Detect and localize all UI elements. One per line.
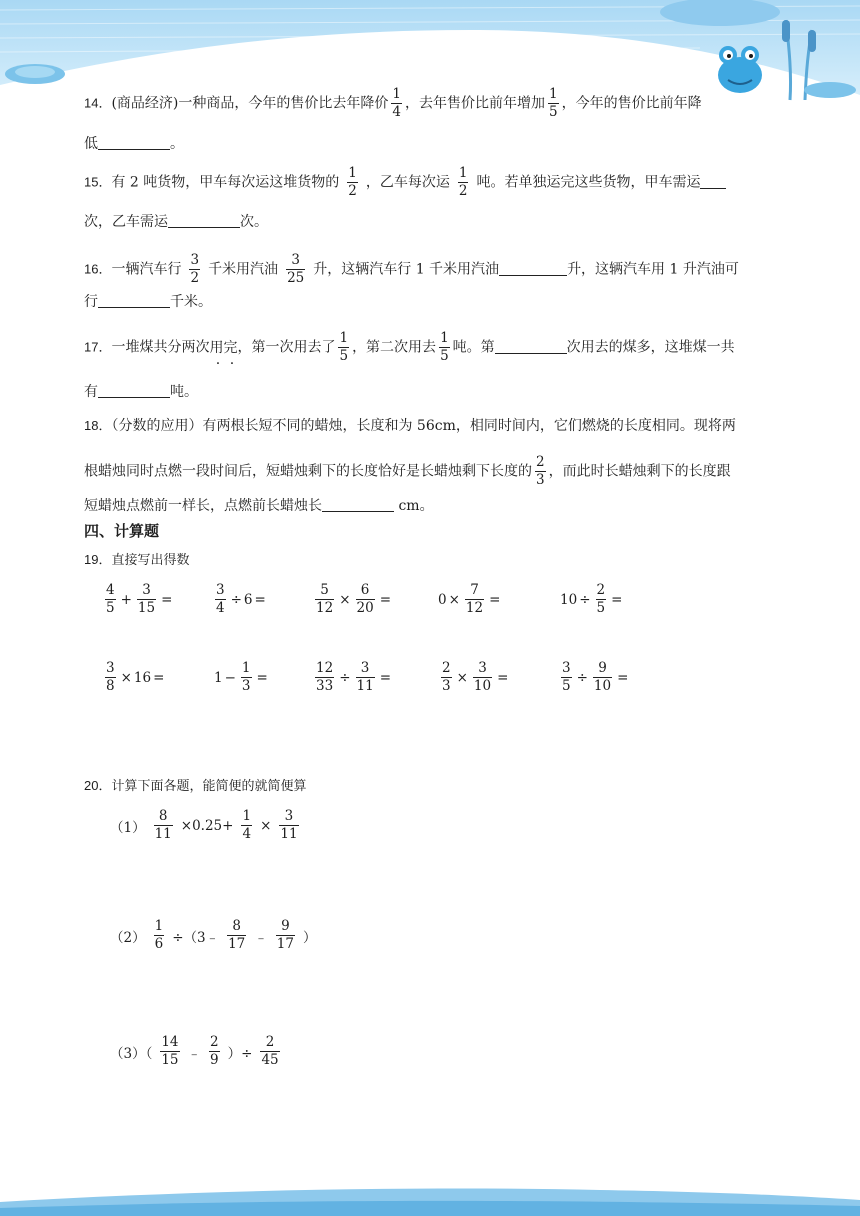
fraction: $\frac{1}{5}$ xyxy=(549,86,558,120)
fraction: $\frac{1}{4}$ xyxy=(242,808,252,842)
fraction: $\frac{1}{2}$ xyxy=(458,165,468,199)
emphasis-char: 完 xyxy=(223,339,238,356)
fraction: $\frac{1}{6}$ xyxy=(154,918,164,952)
fraction: $\frac{9}{10}$ xyxy=(593,660,612,694)
answer-blank[interactable] xyxy=(700,174,726,189)
fraction: $\frac{3}{11}$ xyxy=(356,660,374,694)
question-16-line-2: 行 千米。 xyxy=(84,294,212,310)
question-19-title: 19．直接写出得数 xyxy=(84,552,190,567)
question-number: 14． xyxy=(84,95,112,111)
fraction: $\frac{2}{3}$ xyxy=(442,660,451,694)
fraction: $\frac{8}{11}$ xyxy=(154,808,172,842)
fraction: $\frac{1}{2}$ xyxy=(348,165,357,199)
fraction: $\frac{2}{9}$ xyxy=(210,1034,219,1068)
question-15-line-2: 次，乙车需运 次。 xyxy=(84,214,268,230)
fraction: $\frac{1}{5}$ xyxy=(440,330,449,364)
fraction: $\frac{3}{4}$ xyxy=(216,582,225,616)
section-heading: 四、计算题 xyxy=(84,522,160,540)
answer-blank[interactable] xyxy=(168,213,240,228)
question-16-line-1: 16．一辆汽车行 $\frac{3}{2}$ 千米用汽油 $\frac{3}{25}$ 升，这辆汽车行 1 千米用汽油 升，这辆汽车用 1 升汽油可 xyxy=(84,252,739,286)
fraction: $\frac{9}{17}$ xyxy=(276,918,294,952)
answer-blank[interactable] xyxy=(98,293,170,308)
footer-decoration xyxy=(0,1176,860,1216)
question-number: 18． xyxy=(84,418,112,433)
calc-item: $\frac{4}{5}$ + $\frac{3}{15}$ = xyxy=(106,582,173,616)
question-number: 16． xyxy=(84,261,112,277)
question-20-title: 20．计算下面各题，能简便的就简便算 xyxy=(84,778,307,793)
fraction: $\frac{3}{5}$ xyxy=(562,660,571,694)
question-17-line-1: 17．一堆煤共分两次用完，第一次用去了 $\frac{1}{5}$ ，第二次用去 $\frac{1}{5}$ 吨。第 次用去的煤多，这堆煤一共 xyxy=(84,330,735,364)
fraction: $\frac{3}{15}$ xyxy=(137,582,156,616)
question-14-line-2: 低 。 xyxy=(84,136,184,152)
fraction: $\frac{1}{4}$ xyxy=(392,86,401,120)
answer-blank[interactable] xyxy=(499,261,567,276)
answer-blank[interactable] xyxy=(98,383,170,398)
fraction: $\frac{3}{11}$ xyxy=(280,808,298,842)
question-17-line-2: 有 吨。 xyxy=(84,384,198,400)
fraction: $\frac{5}{12}$ xyxy=(316,582,334,616)
answer-blank[interactable] xyxy=(98,135,170,150)
fraction: $\frac{3}{10}$ xyxy=(473,660,492,694)
question-18-line-1: 18．（分数的应用）有两根长短不同的蜡烛，长度和为 56cm，相同时间内，它们燃烧的长度相同。现将两 xyxy=(84,418,736,434)
fraction: $\frac{2}{45}$ xyxy=(261,1034,279,1068)
question-18-line-2: 根蜡烛同时点燃一段时间后，短蜡烛剩下的长度恰好是长蜡烛剩下长度的 $\frac{2}{3}$ ，而此时长蜡烛剩下的长度跟 xyxy=(84,454,731,488)
fraction: $\frac{3}{8}$ xyxy=(106,660,115,694)
question-15-line-1: 15．有 2 吨货物，甲车每次运这堆货物的 $\frac{1}{2}$ ，乙车每次运 $\frac{1}{2}$ 吨。若单独运完这些货物，甲车需运 xyxy=(84,165,726,200)
fraction: $\frac{2}{3}$ xyxy=(536,454,545,488)
calc-item: $\frac{3}{5}$ ÷ $\frac{9}{10}$ = xyxy=(562,660,629,694)
question-number: 15． xyxy=(84,174,112,190)
fraction: $\frac{4}{5}$ xyxy=(106,582,115,616)
calc-item: $\frac{3}{8}$ × 16 = xyxy=(106,660,165,694)
calc-item: $\frac{3}{4}$ ÷ 6 = xyxy=(216,582,266,616)
fraction: $\frac{8}{17}$ xyxy=(228,918,246,952)
fraction: $\frac{6}{20}$ xyxy=(356,582,374,616)
emphasis-char: 用 xyxy=(209,339,224,356)
fraction: $\frac{14}{15}$ xyxy=(161,1034,179,1068)
calc-item: $\frac{12}{33}$ ÷ $\frac{3}{11}$ = xyxy=(316,660,391,694)
calc-item: 0 × $\frac{7}{12}$ = xyxy=(438,582,501,616)
fraction: $\frac{1}{3}$ xyxy=(241,660,251,694)
calc-item: $\frac{5}{12}$ × $\frac{6}{20}$ = xyxy=(316,582,391,616)
fraction: $\frac{2}{5}$ xyxy=(596,582,606,616)
question-18-line-3: 短蜡烛点燃前一样长，点燃前长蜡烛长 cm。 xyxy=(84,498,434,514)
calc-item: 10 ÷ $\frac{2}{5}$ = xyxy=(560,582,623,616)
sub-problem-1: （1） $\frac{8}{11}$ ×0.25+ $\frac{1}{4}$ × $\frac{3}{11}$ xyxy=(110,808,298,842)
question-14-line-1: 14．(商品经济)一种商品，今年的售价比去年降价 $\frac{1}{4}$ ，去年售价比前年增加 $\frac{1}{5}$ ，今年的售价比前年降 xyxy=(84,86,702,120)
fraction: $\frac{3}{25}$ xyxy=(287,252,305,286)
fraction: $\frac{12}{33}$ xyxy=(316,660,334,694)
answer-blank[interactable] xyxy=(322,497,394,512)
question-number: 17． xyxy=(84,339,112,355)
fraction: $\frac{7}{12}$ xyxy=(465,582,484,616)
sub-problem-3: （3）（ $\frac{14}{15}$ ﹣ $\frac{2}{9}$ ）÷ $\frac{2}{45}$ xyxy=(110,1034,279,1068)
sub-problem-2: （2） $\frac{1}{6}$ ÷（3﹣ $\frac{8}{17}$ ﹣ $\frac{9}{17}$ ） xyxy=(110,918,317,952)
calc-item: $\frac{2}{3}$ × $\frac{3}{10}$ = xyxy=(442,660,509,694)
fraction: $\frac{1}{5}$ xyxy=(339,330,349,364)
fraction: $\frac{3}{2}$ xyxy=(190,252,200,286)
answer-blank[interactable] xyxy=(495,339,567,354)
calc-item: 1 − $\frac{1}{3}$ = xyxy=(214,660,268,694)
